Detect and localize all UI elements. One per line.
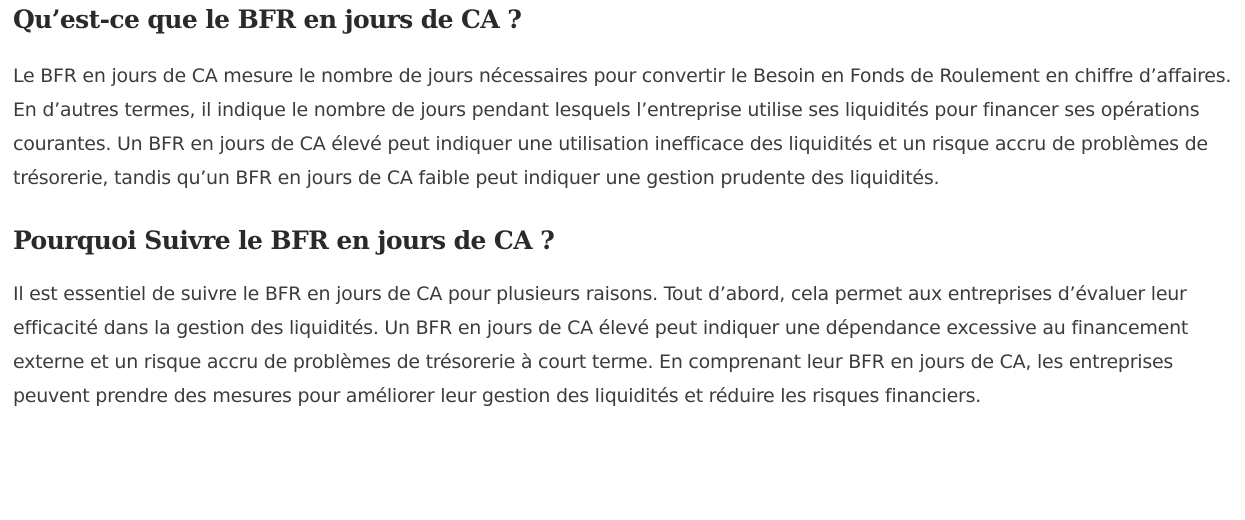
section-heading-definition: Qu’est-ce que le BFR en jours de CA ? — [13, 5, 522, 34]
section-heading-why-track: Pourquoi Suivre le BFR en jours de CA ? — [13, 226, 555, 255]
article-content — [13, 0, 1235, 413]
section-paragraph-definition: Le BFR en jours de CA mesure le nombre de jours nécessaires pour convertir le Besoin en Fonds de Roulement en chiffre d’affaires. En d’autres termes, il indique le nombre de jours pendant lesquels l’entreprise utilise ses liquidités pour financer ses opérations courantes. Un BFR en jours de CA élevé peut indiquer une utilisation inefficace des liquidités et un risque accru de problèmes de trésorerie, tandis qu’un BFR en jours de CA faible peut indiquer une gestion prudente des liquidités. — [13, 65, 1232, 189]
section-paragraph-why-track: Il est essentiel de suivre le BFR en jours de CA pour plusieurs raisons. Tout d’abord, cela permet aux entreprises d’évaluer leur efficacité dans la gestion des liquidités. Un BFR en jours de CA élevé peut indiquer une dépendance excessive au financement externe et un risque accru de problèmes de trésorerie à court terme. En comprenant leur BFR en jours de CA, les entreprises peuvent prendre des mesures pour améliorer leur gestion des liquidités et réduire les risques financiers. — [13, 283, 1189, 407]
